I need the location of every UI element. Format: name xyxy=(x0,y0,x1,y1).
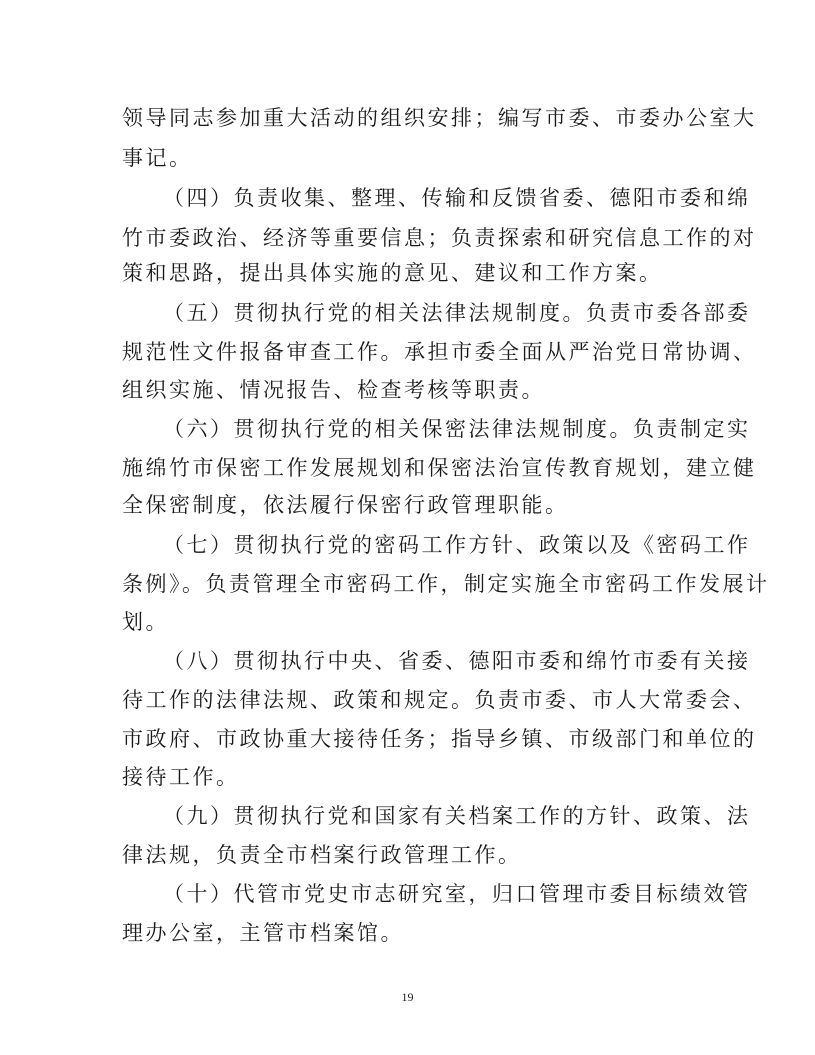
paragraph-1-line-2: 事记。 xyxy=(122,146,193,170)
paragraph-1-line-1: 领导同志参加重大活动的组织安排；编写市委、市委办公室大 xyxy=(122,106,757,130)
paragraph-8-line-1: （十）代管市党史市志研究室，归口管理市委目标绩效管 xyxy=(163,882,751,906)
paragraph-6-line-4: 接待工作。 xyxy=(122,765,240,789)
paragraph-5-line-3: 划。 xyxy=(122,610,169,634)
paragraph-2-line-3: 策和思路，提出具体实施的意见、建议和工作方案。 xyxy=(122,261,663,285)
paragraph-7-line-2: 律法规，负责全市档案行政管理工作。 xyxy=(122,843,522,867)
paragraph-5-line-2: 条例》。负责管理全市密码工作，制定实施全市密码工作发展计 xyxy=(122,572,770,596)
paragraph-3-line-1: （五）贯彻执行党的相关法律法规制度。负责市委各部委 xyxy=(163,301,751,325)
paragraph-6-line-3: 市政府、市政协重大接待任务；指导乡镇、市级部门和单位的 xyxy=(122,727,757,751)
paragraph-4-line-3: 全保密制度，依法履行保密行政管理职能。 xyxy=(122,493,569,517)
paragraph-2-line-1: （四）负责收集、整理、传输和反馈省委、德阳市委和绵 xyxy=(163,186,751,210)
paragraph-4-line-1: （六）贯彻执行党的相关保密法律法规制度。负责制定实 xyxy=(163,417,751,441)
page-number: 19 xyxy=(401,990,414,1004)
paragraph-3-line-3: 组织实施、情况报告、检查考核等职责。 xyxy=(122,378,545,402)
paragraph-6-line-2: 待工作的法律法规、政策和规定。负责市委、市人大常委会、 xyxy=(122,688,757,712)
paragraph-5-line-1: （七）贯彻执行党的密码工作方针、政策以及《密码工作 xyxy=(163,533,751,557)
paragraph-8-line-2: 理办公室，主管市档案馆。 xyxy=(122,921,404,945)
paragraph-4-line-2: 施绵竹市保密工作发展规划和保密法治宣传教育规划，建立健 xyxy=(122,456,757,480)
paragraph-3-line-2: 规范性文件报备审查工作。承担市委全面从严治党日常协调、 xyxy=(122,340,757,364)
paragraph-7-line-1: （九）贯彻执行党和国家有关档案工作的方针、政策、法 xyxy=(163,804,751,828)
paragraph-6-line-1: （八）贯彻执行中央、省委、德阳市委和绵竹市委有关接 xyxy=(163,649,751,673)
paragraph-2-line-2: 竹市委政治、经济等重要信息；负责探索和研究信息工作的对 xyxy=(122,226,757,250)
